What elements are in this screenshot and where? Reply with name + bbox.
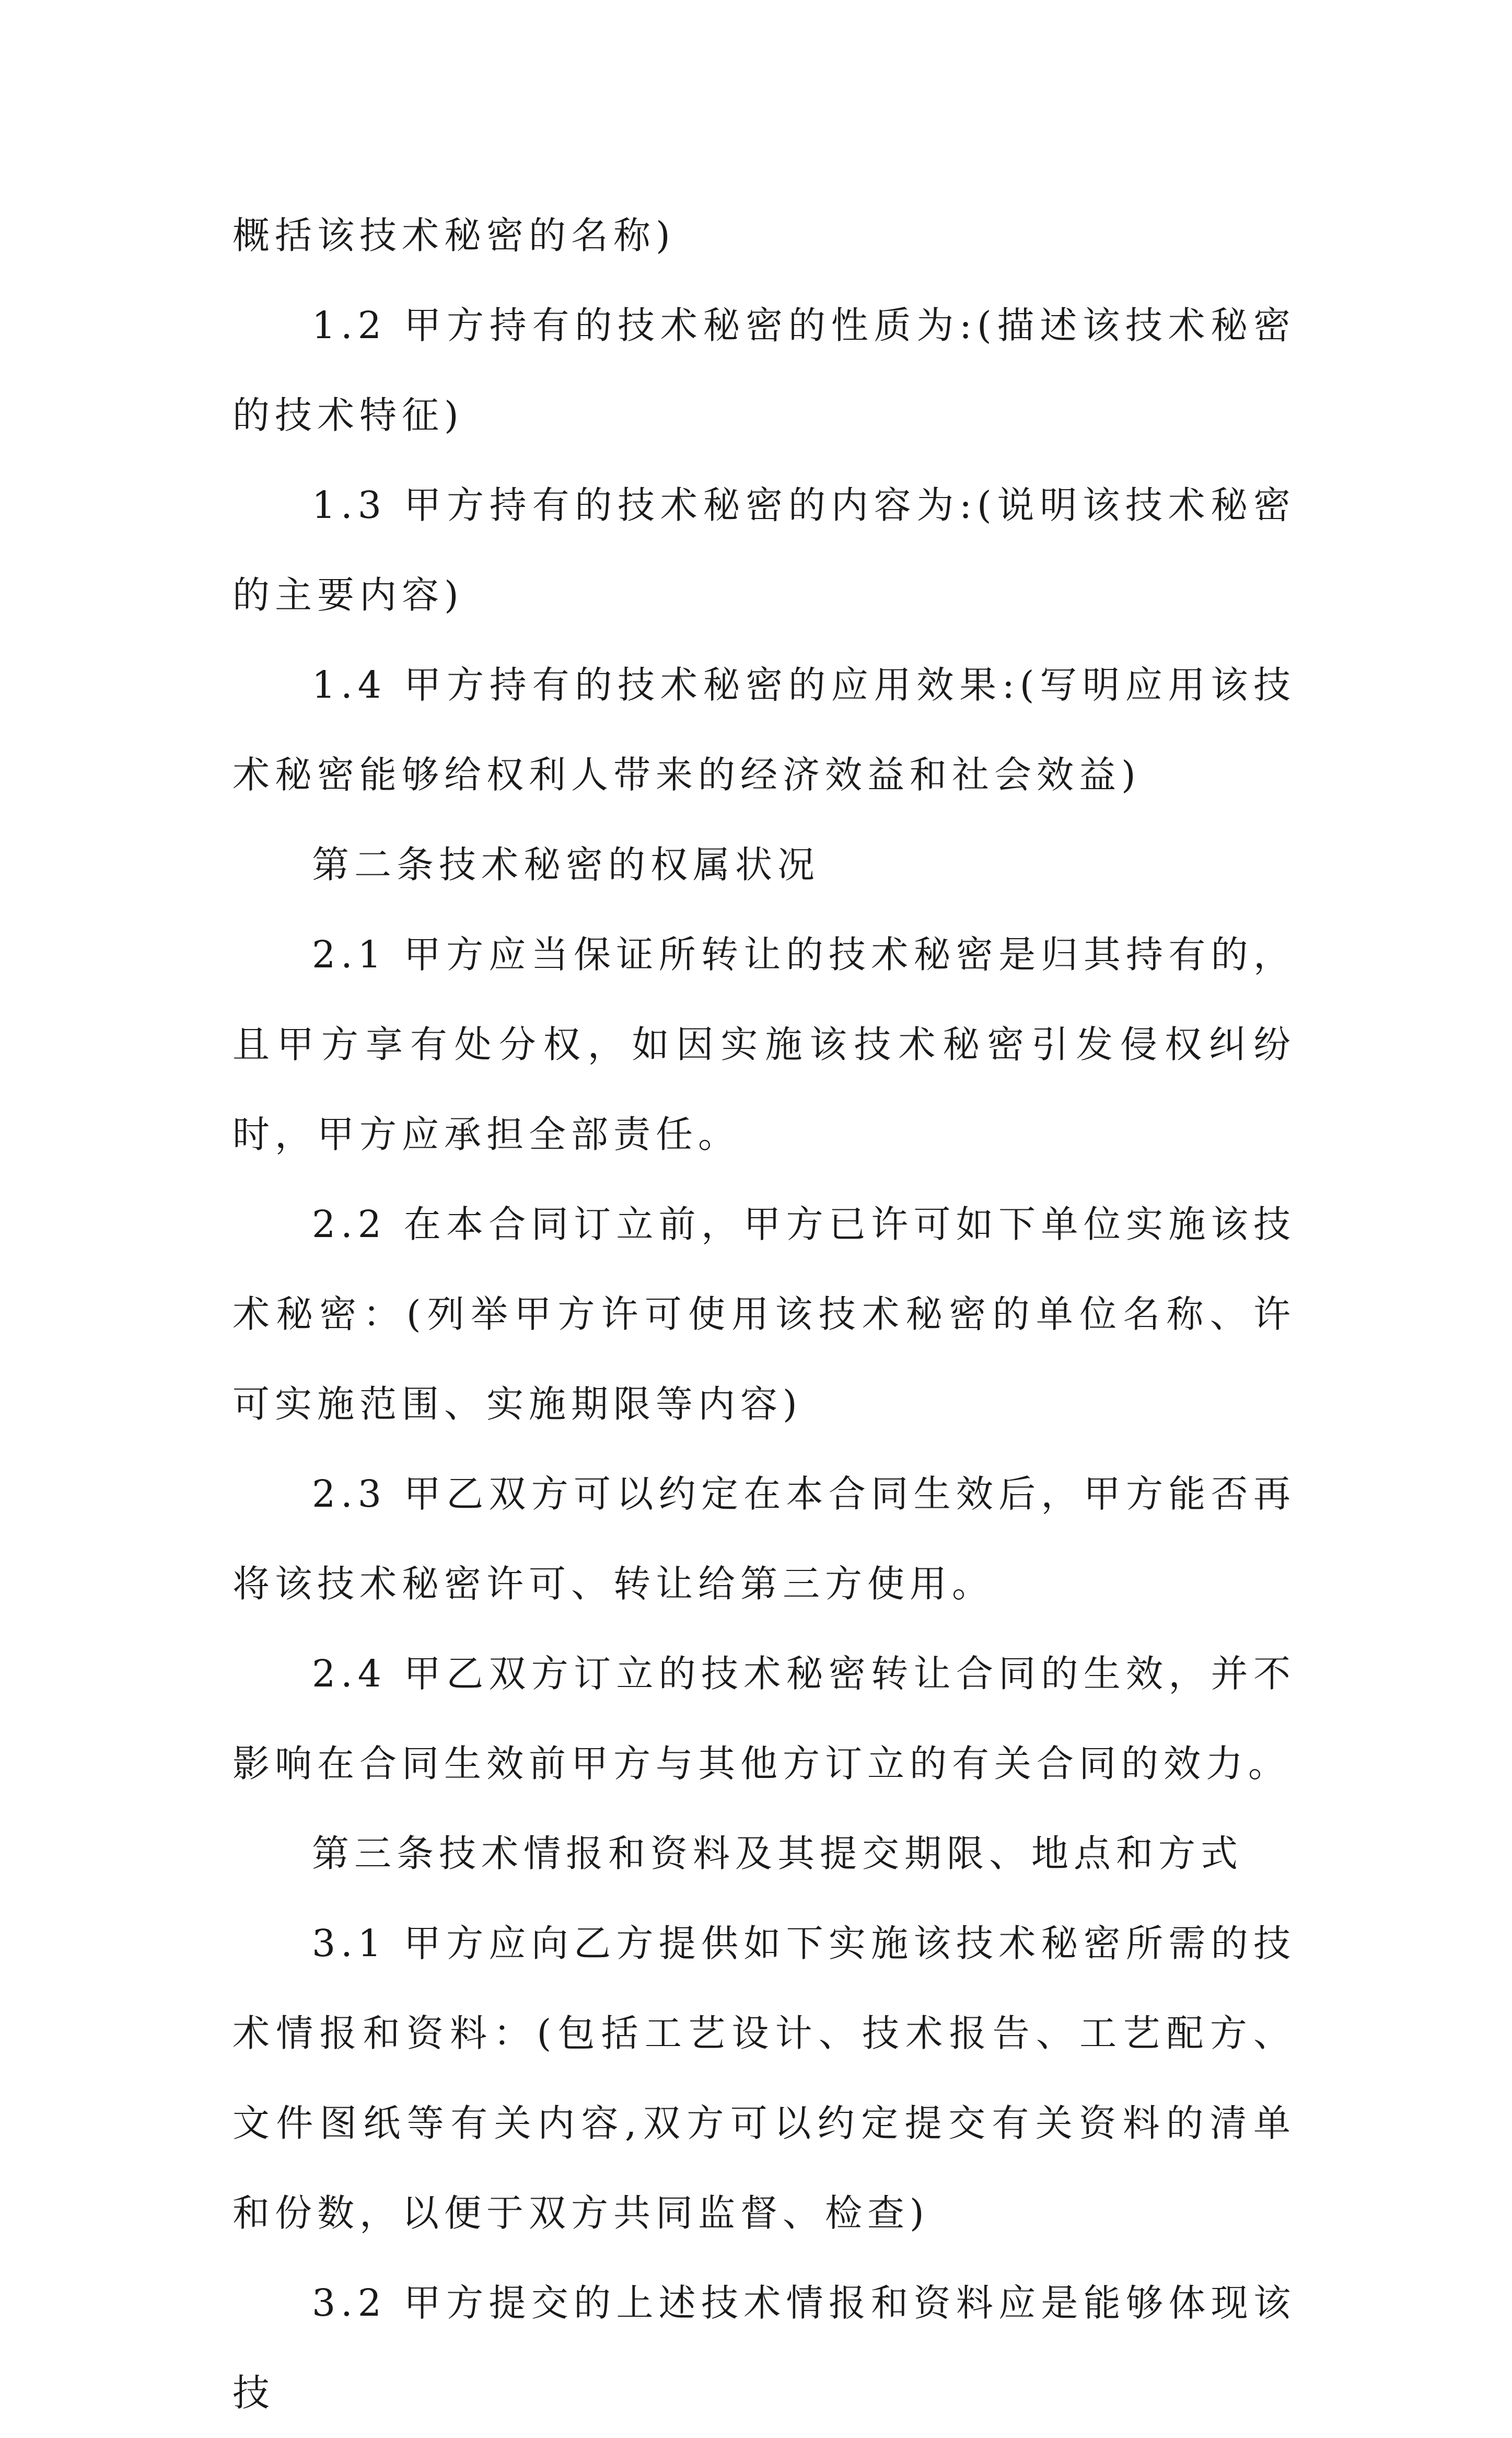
- paragraph-2-2: 2.2 在本合同订立前，甲方已许可如下单位实施该技术秘密：(列举甲方许可使用该技术秘密的单位名称、许可实施范围、实施期限等内容): [232, 1203, 1296, 1426]
- document-body: [232, 191, 1296, 2438]
- paragraph-1-1-name-cont: 概括该技术秘密的名称): [232, 214, 676, 257]
- paragraph-3-2: 3.2 甲方提交的上述技术情报和资料应是能够体现该技: [232, 2281, 1296, 2414]
- heading-article-2: 第二条技术秘密的权属状况: [312, 843, 820, 886]
- paragraph-1-3-content: 1.3 甲方持有的技术秘密的内容为:(说明该技术秘密的主要内容): [232, 483, 1296, 617]
- paragraph-1-4-effect: 1.4 甲方持有的技术秘密的应用效果:(写明应用该技术秘密能够给权利人带来的经济效益和社会效益): [232, 663, 1296, 796]
- paragraph-2-1: 2.1 甲方应当保证所转让的技术秘密是归其持有的，且甲方享有处分权，如因实施该技术秘密引发侵权纠纷时，甲方应承担全部责任。: [232, 933, 1296, 1156]
- heading-article-3: 第三条技术情报和资料及其提交期限、地点和方式: [312, 1832, 1243, 1875]
- paragraph-2-3: 2.3 甲乙双方可以约定在本合同生效后，甲方能否再将该技术秘密许可、转让给第三方使用。: [232, 1472, 1296, 1605]
- paragraph-1-2-nature: 1.2 甲方持有的技术秘密的性质为:(描述该技术秘密的技术特征): [232, 304, 1296, 437]
- paragraph-3-1: 3.1 甲方应向乙方提供如下实施该技术秘密所需的技术情报和资料：(包括工艺设计、技术报告、工艺配方、文件图纸等有关内容,双方可以约定提交有关资料的清单和份数，以便于双方共同监督、检查): [232, 1922, 1296, 2235]
- paragraph-2-4: 2.4 甲乙双方订立的技术秘密转让合同的生效，并不影响在合同生效前甲方与其他方订立的有关合同的效力。: [232, 1652, 1296, 1785]
